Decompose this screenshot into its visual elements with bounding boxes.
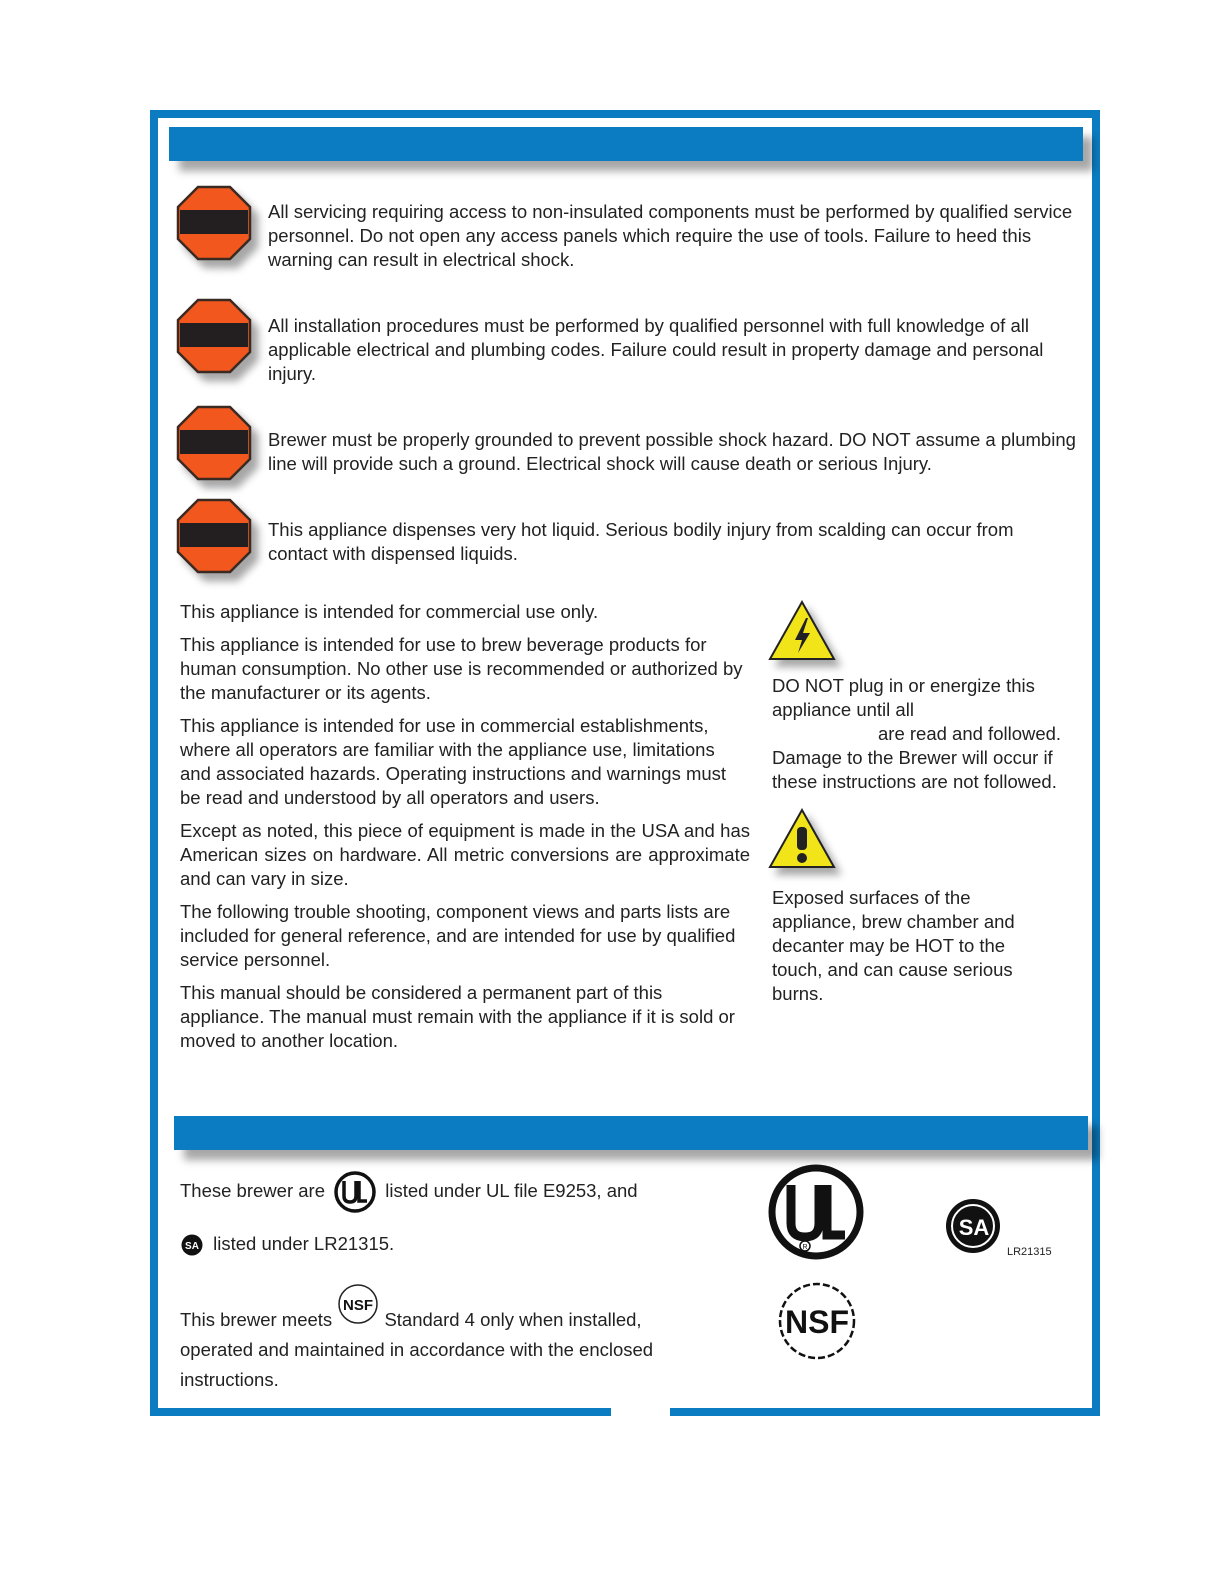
ul-listing-prefix: These brewer are <box>180 1179 325 1201</box>
csa-file-number: LR21315 <box>1007 1246 1052 1258</box>
info-paragraph: This appliance is intended for commercial use only. <box>180 601 599 622</box>
frame-bottom-border-right <box>670 1408 1100 1416</box>
general-info-column <box>180 600 750 1062</box>
nsf-logo <box>776 1281 858 1361</box>
ul-listing-suffix: listed under UL file E9253, and <box>385 1179 638 1201</box>
frame-left-border <box>150 110 158 1416</box>
info-paragraph: This appliance is intended for use to brew beverage products for human consumption. No other use is recommended or authorized by the manufacturer or its agents. <box>180 634 743 703</box>
csa-listing-text: listed under LR21315. <box>213 1233 395 1254</box>
warning-text-servicing: All servicing requiring access to non-insulated components must be performed by qualified service personnel. Do not open any access panels which require the use of tools. Failure to heed this warning can result in electrical shock. <box>268 201 1073 270</box>
info-paragraph: The following trouble shooting, component views and parts lists are included for general reference, and are intended for use by qualified service personnel. <box>180 901 736 970</box>
caution-exclamation-icon <box>768 808 836 870</box>
info-paragraph: This manual should be considered a permanent part of this appliance. The manual must remain with the appliance if it is sold or moved to another location. <box>180 982 735 1051</box>
svg-text:NSF: NSF <box>343 1297 374 1314</box>
svg-text:NSF: NSF <box>785 1304 849 1340</box>
frame-bottom-border-left <box>150 1408 611 1416</box>
info-paragraph: Except as noted, this piece of equipment is made in the USA and has American sizes on hardware. All metric conversions are approximate and can vary in size. <box>180 820 750 889</box>
nsf-line-2: operated and maintained in accordance with the enclosed <box>180 1339 654 1360</box>
nsf-mark-icon <box>337 1283 379 1325</box>
electrical-hazard-icon <box>768 600 836 662</box>
ul-logo <box>767 1163 865 1261</box>
warning-text-grounding: Brewer must be properly grounded to prevent possible shock hazard. DO NOT assume a plumbing line will provide such a ground. Electrical shock will cause death or serious Injury. <box>268 429 1076 474</box>
csa-logo <box>944 1197 1002 1255</box>
electrical-caution-line: are read and followed. <box>878 723 1062 744</box>
safety-header-bar <box>169 127 1083 161</box>
nsf-standard-paragraph <box>180 1293 740 1395</box>
svg-text:SA: SA <box>185 1241 199 1253</box>
nsf-suffix: Standard 4 only when installed, <box>384 1309 642 1330</box>
nsf-line-1 <box>180 1293 740 1335</box>
electrical-caution-text <box>772 674 1082 794</box>
frame-right-border <box>1092 110 1100 1416</box>
danger-stop-icon <box>176 405 252 481</box>
electrical-caution-line: Damage to the Brewer will occur if <box>772 747 1053 768</box>
warning-text-hot-liquid: This appliance dispenses very hot liquid. Serious bodily injury from scalding can occur from contact with dispensed liquids. <box>268 519 1014 564</box>
svg-text:SA: SA <box>958 1215 990 1240</box>
frame-top-border <box>150 110 1100 118</box>
nsf-prefix: This brewer meets <box>180 1309 333 1330</box>
electrical-caution-line: appliance until all <box>772 699 914 720</box>
info-paragraph: This appliance is intended for use in commercial establishments, where all operators are familiar with the appliance use, limitations and associated hazards. Operating instructions and warnings must be read and understood by all operators and users. <box>180 715 727 808</box>
electrical-caution-line: these instructions are not followed. <box>772 771 1057 792</box>
hot-surface-caution-text: Exposed surfaces of the appliance, brew chamber and decanter may be HOT to the touch, and can cause serious burns. <box>772 887 1015 1004</box>
csa-mark-icon <box>180 1233 204 1257</box>
csa-listing-line <box>180 1229 394 1259</box>
svg-text:R: R <box>802 1244 808 1251</box>
danger-stop-icon <box>176 185 252 261</box>
ul-listing-line <box>180 1170 638 1214</box>
nsf-line-3: instructions. <box>180 1369 279 1390</box>
warning-text-installation: All installation procedures must be performed by qualified personnel with full knowledge of all applicable electrical and plumbing codes. Failure could result in property damage and personal injury. <box>268 315 1044 384</box>
danger-stop-icon <box>176 498 252 574</box>
electrical-caution-line: DO NOT plug in or energize this <box>772 675 1035 696</box>
ul-mark-icon <box>333 1170 377 1214</box>
danger-stop-icon <box>176 298 252 374</box>
certifications-header-bar <box>174 1116 1088 1150</box>
